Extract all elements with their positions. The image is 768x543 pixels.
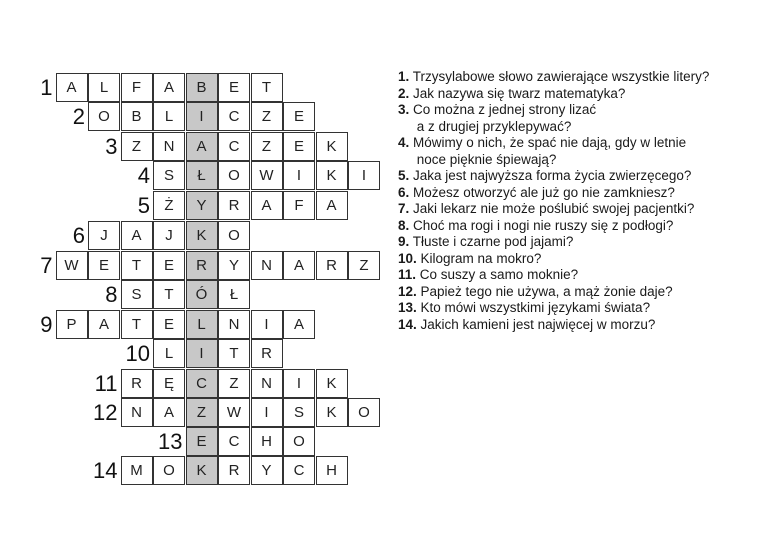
letter-cell[interactable]: L xyxy=(153,102,185,131)
letter-cell[interactable]: Y xyxy=(251,456,283,485)
clue-line xyxy=(398,86,758,103)
clue-number: 5. xyxy=(398,168,410,183)
letter-cell[interactable]: E xyxy=(283,102,315,131)
clue-number: 13. xyxy=(398,300,417,315)
letter-cell[interactable]: A xyxy=(121,221,153,250)
row-number: 9 xyxy=(40,312,53,337)
clue-text: Jak nazywa się twarz matematyka? xyxy=(409,85,626,101)
letter-cell[interactable]: N xyxy=(251,251,283,280)
clue-number: 6. xyxy=(398,184,410,200)
solution-cell[interactable]: I xyxy=(186,102,218,131)
letter-cell[interactable]: N xyxy=(251,369,283,398)
clue-text: Kto mówi wszystkimi językami świata? xyxy=(416,300,651,315)
clue-number: 3. xyxy=(398,102,410,117)
letter-cell[interactable]: C xyxy=(283,456,315,485)
row-number: 14 xyxy=(93,458,118,483)
clue-line xyxy=(398,119,758,136)
clue-number: 14. xyxy=(398,316,417,332)
letter-cell[interactable]: R xyxy=(316,251,348,280)
letter-cell[interactable]: T xyxy=(153,280,185,309)
clue-line xyxy=(398,300,758,317)
clue-number: 9. xyxy=(398,234,410,249)
letter-cell[interactable]: S xyxy=(121,280,153,309)
clue-text: Co można z jednej strony lizać xyxy=(409,102,597,117)
letter-cell[interactable]: J xyxy=(88,221,120,250)
clue-line xyxy=(398,218,758,235)
letter-cell[interactable]: T xyxy=(218,339,250,368)
solution-cell[interactable]: C xyxy=(186,369,218,398)
letter-cell[interactable]: W xyxy=(218,398,250,427)
letter-cell[interactable]: H xyxy=(316,456,348,485)
letter-cell[interactable]: O xyxy=(283,427,315,456)
clue-text: Możesz otworzyć ale już go nie zamkniesz? xyxy=(409,184,675,200)
letter-cell[interactable]: B xyxy=(121,102,153,131)
letter-cell[interactable]: M xyxy=(121,456,153,485)
row-number: 3 xyxy=(105,134,118,159)
letter-cell[interactable]: Ę xyxy=(153,369,185,398)
letter-cell[interactable]: W xyxy=(56,251,88,280)
clue-line xyxy=(398,135,758,152)
letter-cell[interactable]: O xyxy=(218,161,250,190)
letter-cell[interactable]: E xyxy=(153,251,185,280)
letter-cell[interactable]: R xyxy=(218,191,250,220)
row-number: 7 xyxy=(40,253,53,278)
letter-cell[interactable]: Z xyxy=(121,132,153,161)
clue-list xyxy=(398,69,758,333)
clue-line xyxy=(398,69,758,86)
solution-cell[interactable]: K xyxy=(186,221,218,250)
row-number: 1 xyxy=(40,75,53,100)
letter-cell[interactable]: Z xyxy=(251,102,283,131)
row-number: 13 xyxy=(158,429,183,454)
letter-cell[interactable]: A xyxy=(316,191,348,220)
clue-line xyxy=(398,284,758,301)
letter-cell[interactable]: A xyxy=(88,310,120,339)
solution-cell[interactable]: E xyxy=(186,427,218,456)
clue-text: Co suszy a samo moknie? xyxy=(416,267,579,282)
letter-cell[interactable]: F xyxy=(121,73,153,102)
letter-cell[interactable]: E xyxy=(218,73,250,102)
solution-cell[interactable]: Z xyxy=(186,398,218,427)
clue-line xyxy=(398,152,758,169)
row-number: 2 xyxy=(72,104,85,129)
clue-number: 10. xyxy=(398,250,417,266)
letter-cell[interactable]: Y xyxy=(218,251,250,280)
clue-number: 8. xyxy=(398,217,410,233)
solution-cell[interactable]: L xyxy=(186,310,218,339)
solution-cell[interactable]: Ó xyxy=(186,280,218,309)
clue-text: Jakich kamieni jest najwięcej w morzu? xyxy=(416,316,656,332)
solution-cell[interactable]: Ł xyxy=(186,161,218,190)
letter-cell[interactable]: N xyxy=(153,132,185,161)
clue-number: 2. xyxy=(398,85,410,101)
letter-cell[interactable]: T xyxy=(121,251,153,280)
letter-cell[interactable]: E xyxy=(88,251,120,280)
clue-line xyxy=(398,102,758,119)
clue-text: Kilogram na mokro? xyxy=(416,250,542,266)
solution-cell[interactable]: R xyxy=(186,251,218,280)
row-number: 12 xyxy=(93,400,118,425)
letter-cell[interactable]: O xyxy=(88,102,120,131)
letter-cell[interactable]: K xyxy=(316,161,348,190)
clue-text: Trzysylabowe słowo zawierające wszystkie litery? xyxy=(409,69,710,84)
letter-cell[interactable]: S xyxy=(153,161,185,190)
clue-number: 12. xyxy=(398,283,417,299)
letter-cell[interactable]: Z xyxy=(218,369,250,398)
letter-cell[interactable]: S xyxy=(283,398,315,427)
clue-number: 1. xyxy=(398,69,410,84)
letter-cell[interactable]: Z xyxy=(348,251,380,280)
letter-cell[interactable]: P xyxy=(56,310,88,339)
solution-cell[interactable]: I xyxy=(186,339,218,368)
letter-cell[interactable]: I xyxy=(348,161,380,190)
letter-cell[interactable]: E xyxy=(153,310,185,339)
clue-line xyxy=(398,185,758,202)
letter-cell[interactable]: K xyxy=(316,132,348,161)
clue-line xyxy=(398,234,758,251)
letter-cell[interactable]: A xyxy=(153,73,185,102)
row-number: 6 xyxy=(72,223,85,248)
letter-cell[interactable]: I xyxy=(283,161,315,190)
clue-text: a z drugiej przyklepywać? xyxy=(398,118,572,134)
solution-cell[interactable]: K xyxy=(186,456,218,485)
letter-cell[interactable]: R xyxy=(251,339,283,368)
letter-cell[interactable]: R xyxy=(121,369,153,398)
letter-cell[interactable]: F xyxy=(283,191,315,220)
letter-cell[interactable]: A xyxy=(56,73,88,102)
letter-cell[interactable]: I xyxy=(251,398,283,427)
letter-cell[interactable]: C xyxy=(218,102,250,131)
letter-cell[interactable]: R xyxy=(218,456,250,485)
clue-line xyxy=(398,201,758,218)
letter-cell[interactable]: L xyxy=(88,73,120,102)
letter-cell[interactable]: I xyxy=(283,369,315,398)
clue-text: Choć ma rogi i nogi nie ruszy się z podłogi? xyxy=(409,217,674,233)
letter-cell[interactable]: T xyxy=(121,310,153,339)
clue-number: 4. xyxy=(398,135,410,150)
clue-text: Jaka jest najwyższa forma życia zwierzęcego? xyxy=(409,168,692,183)
clue-text: noce pięknie śpiewają? xyxy=(398,151,557,167)
clue-number: 11. xyxy=(398,267,417,282)
row-number: 4 xyxy=(137,163,150,188)
letter-cell[interactable]: K xyxy=(316,398,348,427)
letter-cell[interactable]: O xyxy=(218,221,250,250)
letter-cell[interactable]: N xyxy=(121,398,153,427)
letter-cell[interactable]: Ł xyxy=(218,280,250,309)
letter-cell[interactable]: I xyxy=(251,310,283,339)
letter-cell[interactable]: K xyxy=(316,369,348,398)
clue-text: Papież tego nie używa, a mąż żonie daje? xyxy=(416,283,673,299)
clue-number: 7. xyxy=(398,201,410,216)
solution-cell[interactable]: B xyxy=(186,73,218,102)
letter-cell[interactable]: L xyxy=(153,339,185,368)
row-number: 11 xyxy=(94,371,118,396)
letter-cell[interactable]: E xyxy=(283,132,315,161)
letter-cell[interactable]: J xyxy=(153,221,185,250)
clue-line xyxy=(398,251,758,268)
letter-cell[interactable]: A xyxy=(153,398,185,427)
letter-cell[interactable]: A xyxy=(283,310,315,339)
letter-cell[interactable]: O xyxy=(348,398,380,427)
letter-cell[interactable]: A xyxy=(251,191,283,220)
clue-line xyxy=(398,168,758,185)
letter-cell[interactable]: O xyxy=(153,456,185,485)
letter-cell[interactable]: T xyxy=(251,73,283,102)
letter-cell[interactable]: H xyxy=(251,427,283,456)
solution-cell[interactable]: A xyxy=(186,132,218,161)
clue-line xyxy=(398,267,758,284)
letter-cell[interactable]: Z xyxy=(251,132,283,161)
letter-cell[interactable]: Ż xyxy=(153,191,185,220)
letter-cell[interactable]: C xyxy=(218,132,250,161)
solution-cell[interactable]: Y xyxy=(186,191,218,220)
clue-text: Mówimy o nich, że spać nie dają, gdy w letnie xyxy=(409,135,687,150)
letter-cell[interactable]: N xyxy=(218,310,250,339)
letter-cell[interactable]: W xyxy=(251,161,283,190)
row-number: 10 xyxy=(125,341,150,366)
letter-cell[interactable]: A xyxy=(283,251,315,280)
row-number: 8 xyxy=(105,282,118,307)
clue-line xyxy=(398,317,758,334)
row-number: 5 xyxy=(137,193,150,218)
letter-cell[interactable]: C xyxy=(218,427,250,456)
clue-text: Tłuste i czarne pod jajami? xyxy=(409,234,574,249)
clue-text: Jaki lekarz nie może poślubić swojej pacjentki? xyxy=(409,201,695,216)
